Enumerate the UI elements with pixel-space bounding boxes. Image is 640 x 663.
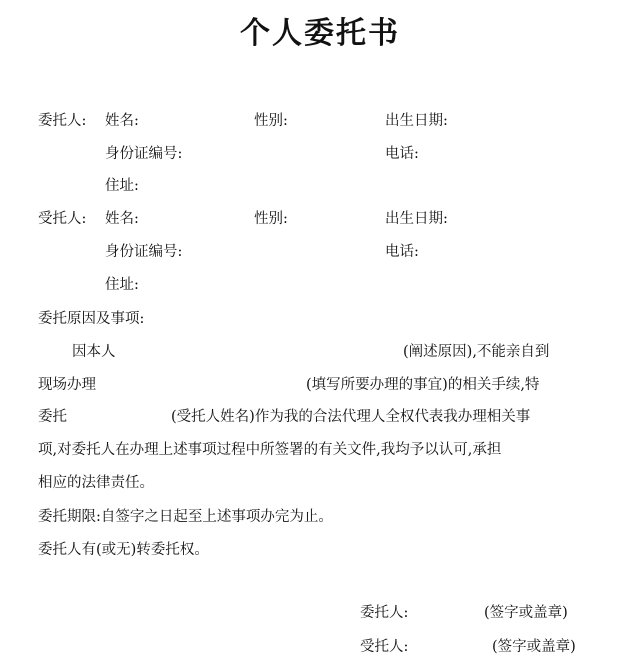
principal-id-label: 身份证编号: [105,146,183,162]
principal-birth-label: 出生日期: [385,113,448,129]
body-line2-start: 现场办理 [38,377,96,393]
body-line5: 相应的法律责任。 [38,475,154,491]
agent-birth-label: 出生日期: [385,211,448,227]
principal-name-label: 姓名: [105,113,139,129]
agent-name-label: 姓名: [105,211,139,227]
agent-signature-note: (签字或盖章) [492,639,576,655]
principal-gender-label: 性别: [254,113,288,129]
agent-id-label: 身份证编号: [105,244,183,260]
reason-heading: 委托原因及事项: [38,311,145,327]
principal-signature-label: 委托人: [360,605,409,621]
agent-address-label: 住址: [105,277,139,293]
principal-phone-label: 电话: [385,146,419,162]
body-line3-end: (受托人姓名)作为我的合法代理人全权代表我办理相关事 [171,409,531,425]
principal-address-label: 住址: [105,178,139,194]
sub-delegation-clause: 委托人有(或无)转委托权。 [38,542,209,558]
agent-phone-label: 电话: [385,244,419,260]
body-line2-end: (填写所要办理的事宜)的相关手续,特 [306,377,540,393]
agent-signature-label: 受托人: [360,639,409,655]
body-line3-start: 委托 [38,409,67,425]
principal-signature-note: (签字或盖章) [484,605,568,621]
body-line4: 项,对委托人在办理上述事项过程中所签署的有关文件,我均予以认可,承担 [38,442,502,458]
term-clause: 委托期限:自签字之日起至上述事项办完为止。 [38,509,333,525]
body-line1-start: 因本人 [72,344,116,360]
document-title: 个人委托书 [240,16,400,51]
agent-gender-label: 性别: [254,211,288,227]
body-line1-end: (阐述原因),不能亲自到 [403,344,550,360]
principal-heading: 委托人: [38,113,87,129]
agent-heading: 受托人: [38,211,87,227]
